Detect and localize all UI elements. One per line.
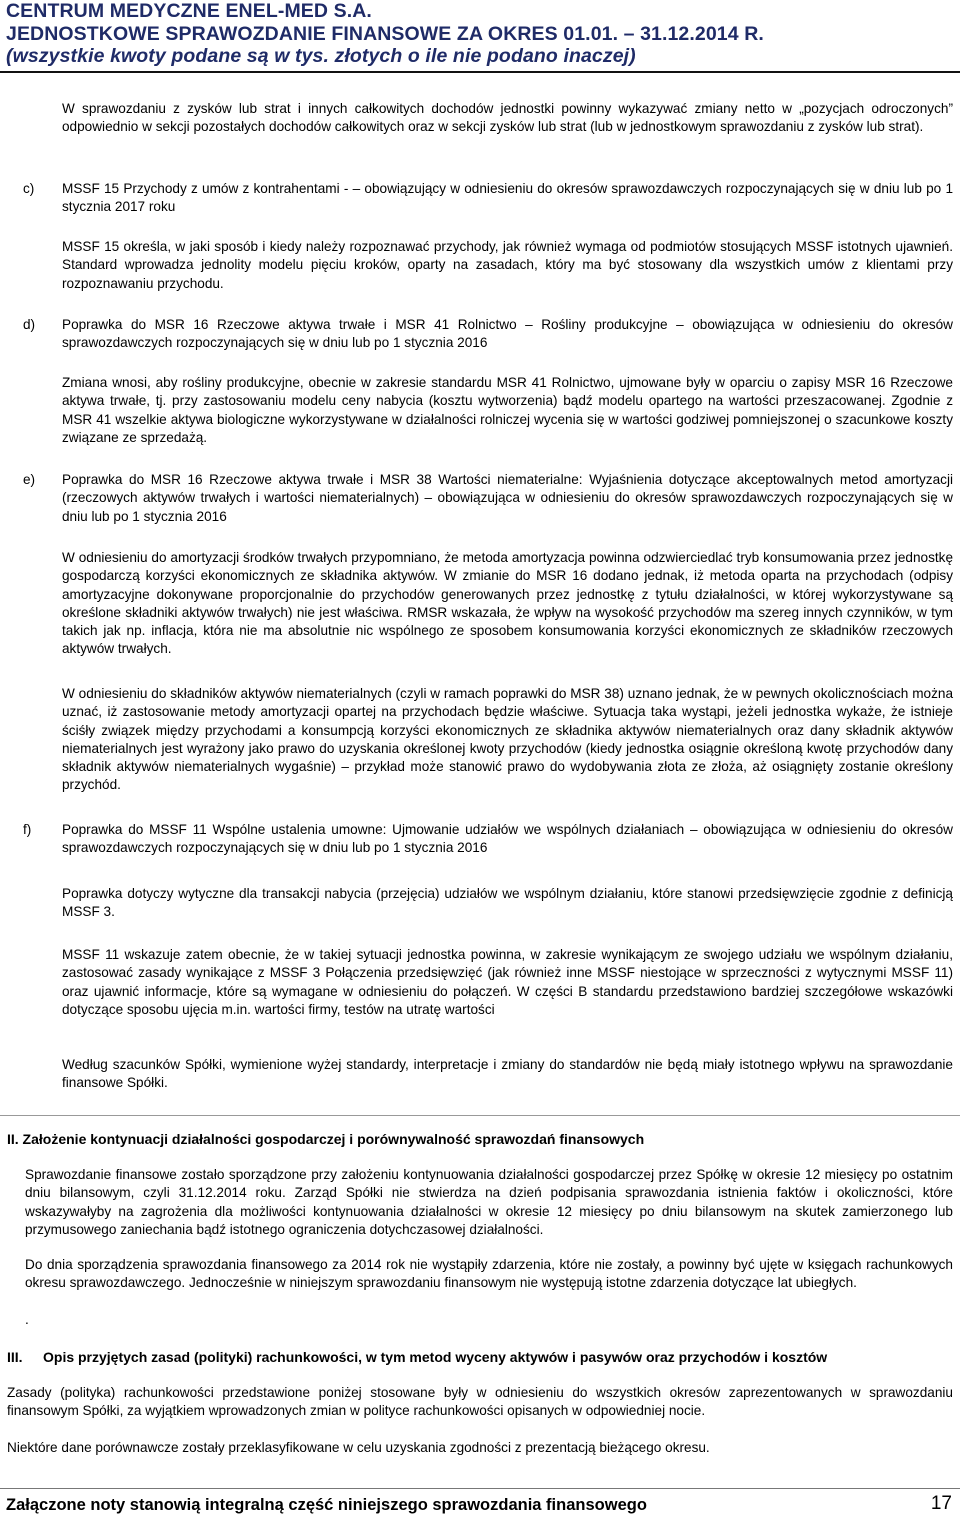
item-f-paragraph-1: Poprawka dotyczy wytyczne dla transakcji nabycia (przejęcia) udziałów we wspólnym działaniu, które stanowi przedsięwzięcie zgodnie z definicją MSSF 3. <box>62 886 953 920</box>
section-2-heading: II. Założenie kontynuacji działalności gospodarczej i porównywalność sprawozdań finansowych <box>7 1131 645 1147</box>
item-e-paragraph-2: W odniesieniu do składników aktywów niematerialnych (czyli w ramach poprawki do MSR 38) uznano jednak, że w pewnych okolicznościach można uznać, iż zastosowanie metody amortyzacji opartej na przychodach będzie właściwe. Sytuacja taka wystąpi, jeżeli jednostka wykaże, że istnieje ściśły związek między przychodami a konsumpcją korzyści ekonomicznych ze składnika aktywów niematerialnych oraz dany składnik aktywów niematerialnych jest wyrażony jako prawo do uzyskania określonej kwoty przychodów (kiedy jednostka osiągnie określoną kwotę przychodów dany składnik aktywów niematerialnych wygaśnie) – przykład może stanowić prawo do wydobywania złota ze złoża, aż osiągnięty zostanie określony przychód. <box>62 686 953 793</box>
page-number: 17 <box>930 1493 952 1514</box>
section-2-stray-dot: . <box>25 1312 29 1327</box>
item-c-label: c) <box>23 181 35 196</box>
item-d-paragraph: Zmiana wnosi, aby rośliny produkcyjne, obecnie w zakresie standardu MSR 41 Rolnictwo, ujmowane były w oparciu o zapisy MSR 16 Rzeczowe aktywa trwałe, tj. przy zastosowaniu modelu ceny nabycia (kosztu wytworzenia) bądź modelu opartego na wartości przeszacowanej. Zgodnie z MSR 41 wszelkie aktywa biologiczne wykorzystywane w działalności rolniczej wycenia się w wartości godziwej pomniejszonej o szacunkowe koszty związane ze sprzedażą. <box>62 375 953 445</box>
item-c-paragraph: MSSF 15 określa, w jaki sposób i kiedy należy rozpoznawać przychody, jak również wymaga od podmiotów stosujących MSSF istotnych ujawnień. Standard wprowadza jednolity modelu pięciu kroków, oparty na zasadach, który ma być stosowany dla wszystkich umów z klientami przy rozpoznawaniu przychodu. <box>62 239 953 291</box>
header-rule <box>0 71 960 73</box>
item-c-title: MSSF 15 Przychody z umów z kontrahentami - – obowiązujący w odniesieniu do okresów sprawozdawczych rozpoczynających się w dniu lub po 1 stycznia 2017 roku <box>62 181 953 215</box>
item-e-label: e) <box>23 472 36 487</box>
section-3-number: III. <box>7 1349 23 1365</box>
item-f-paragraph-3: Według szacunków Spółki, wymienione wyżej standardy, interpretacje i zmiany do standardów nie będą miały istotnego wpływu na sprawozdanie finansowe Spółki. <box>62 1057 953 1091</box>
item-d-label: d) <box>23 317 36 332</box>
company-name: CENTRUM MEDYCZNE ENEL-MED S.A. <box>6 0 372 22</box>
item-f-title: Poprawka do MSSF 11 Wspólne ustalenia umowne: Ujmowanie udziałów we wspólnych działaniach – obowiązująca w odniesieniu do okresów sprawozdawczych rozpoczynających się w dniu lub po 1 stycznia 2016 <box>62 822 953 856</box>
section-2-paragraph-2: Do dnia sporządzenia sprawozdania finansowego za 2014 rok nie wystąpiły zdarzenia, które nie zostały, a powinny być ujęte w księgach rachunkowych okresu sprawozdawczego. Jednocześnie w niniejszym sprawozdaniu finansowym nie występują istotne zdarzenia dotyczące lat ubiegłych. <box>25 1257 953 1291</box>
section-3-paragraph-2: Niektóre dane porównawcze zostały przeklasyfikowane w celu uzyskania zgodności z prezentacją bieżącego okresu. <box>7 1440 710 1455</box>
item-e-title: Poprawka do MSR 16 Rzeczowe aktywa trwałe i MSR 38 Wartości niematerialne: Wyjaśnienia dotyczące akceptowalnych metod amortyzacji (rzeczowych aktywów trwałych i wartości niematerialnych) – obowiązująca w odniesieniu do okresów sprawozdawczych rozpoczynających się w dniu lub po 1 stycznia 2016 <box>62 472 953 524</box>
footer-rule <box>0 1488 960 1489</box>
item-e-paragraph-1: W odniesieniu do amortyzacji środków trwałych przypomniano, że metoda amortyzacja powinna odzwierciedlać tryb konsumowania przez jednostkę gospodarczą korzyści ekonomicznych ze składnika aktywów. W zmianie do MSR 16 dodano jednak, iż metoda oparta na przychodach (odpisy amortyzacyjne dokonywane proporcjonalnie do przychodów generowanych przez jednostkę z tytułu działalności, w której wykorzystywane są określone składniki aktywów trwałych) nie jest właściwa. RMSR wskazała, że wpływ na wysokość przychodów ma szereg innych czynników, w tym takich jak np. inflacja, która nie ma absolutnie nic wspólnego ze sposobem konsumowania korzyści ekonomicznych ze składników rzeczowych aktywów trwałych. <box>62 550 953 657</box>
item-f-label: f) <box>23 822 32 837</box>
section-divider <box>0 1115 960 1116</box>
section-3-heading: Opis przyjętych zasad (polityki) rachunkowości, w tym metod wyceny aktywów i pasywów oraz przychodów i kosztów <box>43 1349 828 1365</box>
item-f-paragraph-2: MSSF 11 wskazuje zatem obecnie, że w takiej sytuacji jednostka powinna, w zakresie wynikającym ze swojego udziału we wspólnym działaniu, zastosować zasady wynikające z MSSF 3 Połączenia przedsięwzięć (jak również inne MSSF niestojące w sprzeczności z wytycznymi MSSF 11) oraz ujawnić informacje, które są wymagane w odniesieniu do połączeń. W części B standardu przedstawiono bardziej szczegółowe wskazówki dotyczące sposobu ujęcia m.in. wartości firmy, testów na utratę wartości <box>62 947 953 1017</box>
footer-note: Załączone noty stanowią integralną część niniejszego sprawozdania finansowego <box>6 1496 647 1514</box>
intro-paragraph: W sprawozdaniu z zysków lub strat i innych całkowitych dochodów jednostki powinny wykazywać zmiany netto w „pozycjach odroczonych” odpowiednio w sekcji pozostałych dochodów całkowitych oraz w sekcji zysków lub strat (lub w jednostkowym sprawozdaniu z zysków lub strat). <box>62 101 953 135</box>
section-2-paragraph-1: Sprawozdanie finansowe zostało sporządzone przy założeniu kontynuowania działalności gospodarczej przez Spółkę w okresie 12 miesięcy po ostatnim dniu bilansowym, czyli 31.12.2014 roku. Zarząd Spółki nie stwierdza na dzień podpisania sprawozdania istnienia faktów i okoliczności, które wskazywałyby na zagrożenia dla możliwości kontynuowania działalności w okresie 12 miesięcy po dniu bilansowym na skutek zamierzonego lub przymusowego zaniechania bądź istotnego ograniczenia dotychczasowej działalności. <box>25 1167 953 1237</box>
currency-note: (wszystkie kwoty podane są w tys. złotych o ile nie podano inaczej) <box>6 45 636 67</box>
item-d-title: Poprawka do MSR 16 Rzeczowe aktywa trwałe i MSR 41 Rolnictwo – Rośliny produkcyjne – obowiązująca w odniesieniu do okresów sprawozdawczych rozpoczynających się w dniu lub po 1 stycznia 2016 <box>62 317 953 351</box>
section-3-paragraph-1: Zasady (polityka) rachunkowości przedstawione poniżej stosowane były w odniesieniu do wszystkich okresów zaprezentowanych w sprawozdaniu finansowym Spółki, za wyjątkiem wprowadzonych zmian w polityce rachunkowości opisanych w odpowiedniej nocie. <box>7 1385 953 1419</box>
report-title: JEDNOSTKOWE SPRAWOZDANIE FINANSOWE ZA OKRES 01.01. – 31.12.2014 R. <box>6 22 764 45</box>
document-header <box>6 0 956 68</box>
